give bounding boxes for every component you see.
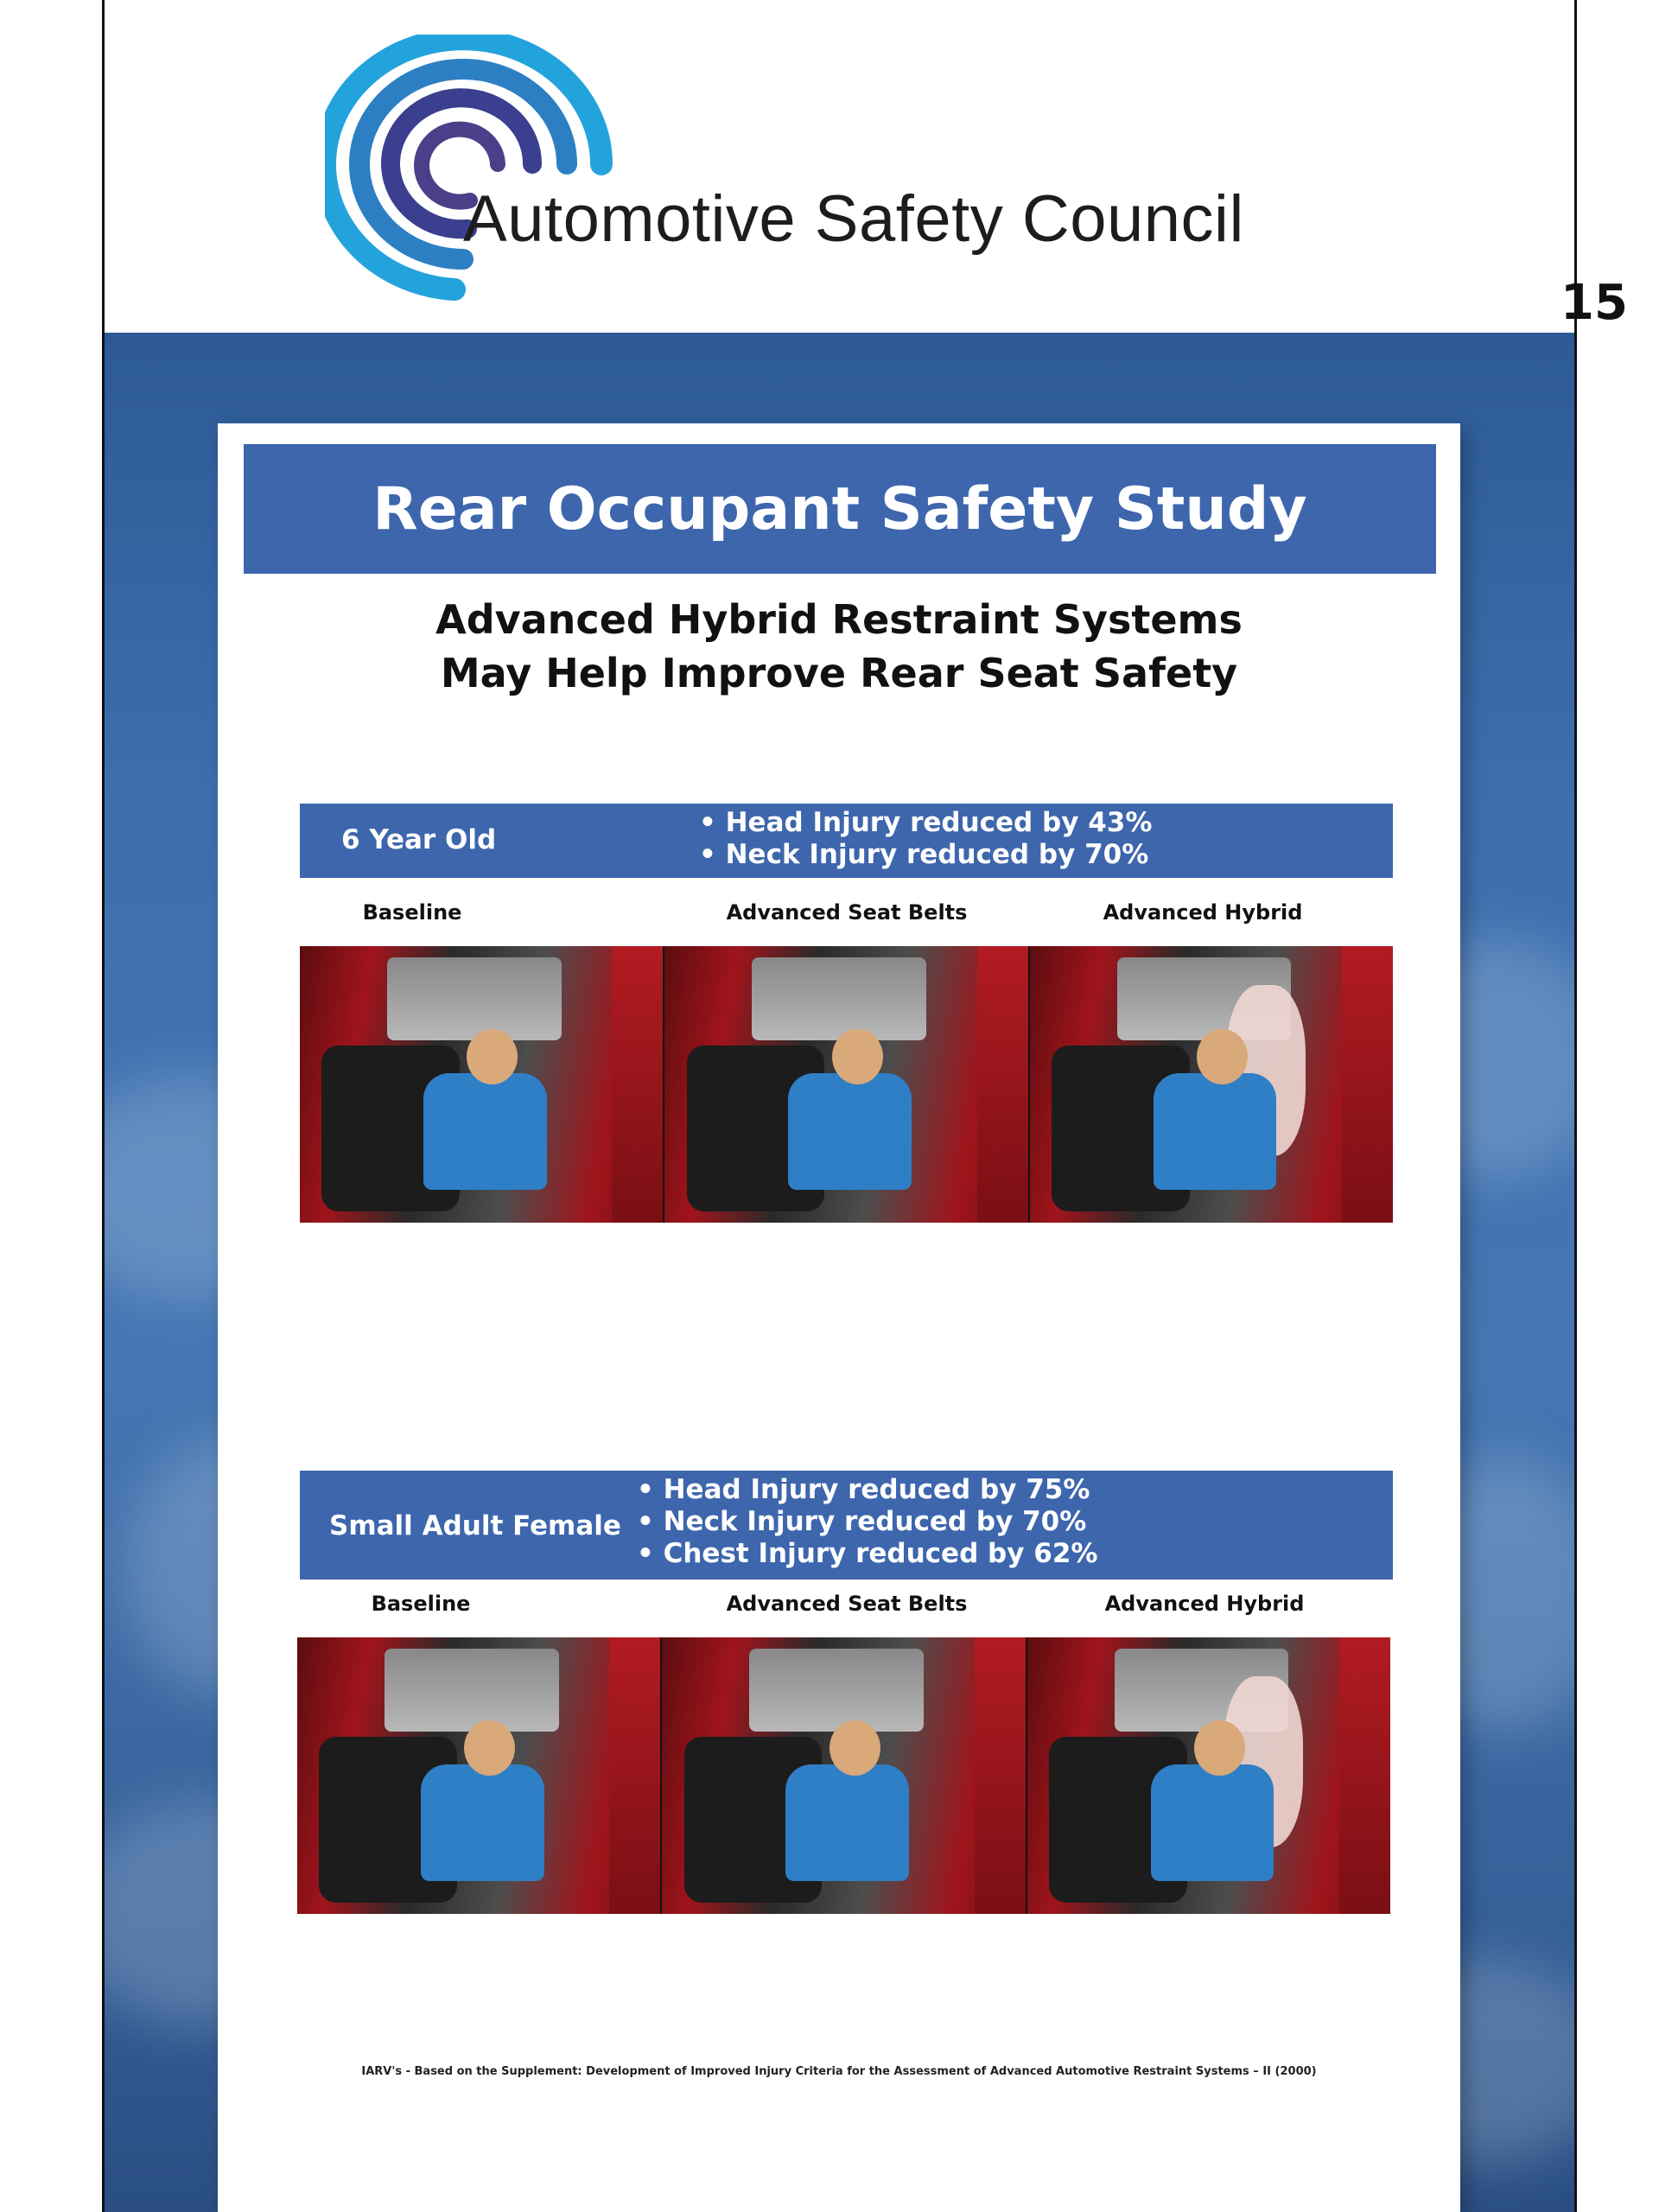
column-label-baseline: Baseline bbox=[371, 1592, 471, 1616]
section-band-small-adult-female bbox=[300, 1471, 1393, 1580]
section-label: Small Adult Female bbox=[329, 1510, 621, 1541]
bullet-item: • Head Injury reduced by 43% bbox=[699, 807, 1153, 838]
column-label-advanced-hybrid: Advanced Hybrid bbox=[1104, 1592, 1305, 1616]
crash-photo-advanced-seat-belts bbox=[664, 946, 1029, 1223]
section-band-child bbox=[300, 804, 1393, 878]
crash-photo-advanced-seat-belts bbox=[662, 1637, 1027, 1914]
crash-test-photos-child bbox=[300, 946, 1393, 1223]
slide-title: Rear Occupant Safety Study bbox=[372, 474, 1307, 543]
bullet-item: • Neck Injury reduced by 70% bbox=[699, 839, 1149, 870]
column-label-advanced-seat-belts: Advanced Seat Belts bbox=[726, 1592, 968, 1616]
crash-photo-baseline bbox=[297, 1637, 662, 1914]
slide-subtitle-line2: May Help Improve Rear Seat Safety bbox=[440, 650, 1238, 696]
section-label: 6 Year Old bbox=[341, 824, 497, 855]
column-label-baseline: Baseline bbox=[362, 900, 462, 925]
bullet-item: • Neck Injury reduced by 70% bbox=[637, 1506, 1087, 1537]
crash-photo-baseline bbox=[300, 946, 664, 1223]
bullet-item: • Chest Injury reduced by 62% bbox=[637, 1538, 1098, 1569]
slide bbox=[218, 423, 1460, 2212]
crash-test-photos-adult bbox=[297, 1637, 1390, 1914]
crash-photo-advanced-hybrid bbox=[1027, 1637, 1390, 1914]
slide-subtitle-line1: Advanced Hybrid Restraint Systems bbox=[435, 596, 1243, 643]
column-label-advanced-hybrid: Advanced Hybrid bbox=[1103, 900, 1303, 925]
footnote: IARV's - Based on the Supplement: Development of Improved Injury Criteria for the Assessment of Advanced Automotive Restraint Systems – II (2000) bbox=[361, 2065, 1317, 2078]
page-number: 15 bbox=[1560, 275, 1628, 331]
injury-reduction-list bbox=[637, 1474, 1097, 1570]
page-border-right bbox=[1574, 0, 1577, 2212]
title-bar bbox=[244, 444, 1436, 574]
bullet-item: • Head Injury reduced by 75% bbox=[637, 1474, 1090, 1505]
crash-photo-advanced-hybrid bbox=[1030, 946, 1393, 1223]
column-label-advanced-seat-belts: Advanced Seat Belts bbox=[726, 900, 968, 925]
asc-logo-icon bbox=[325, 35, 636, 311]
brand-name: Automotive Safety Council bbox=[463, 182, 1244, 256]
page-header bbox=[105, 0, 1628, 333]
injury-reduction-list bbox=[699, 807, 1152, 871]
